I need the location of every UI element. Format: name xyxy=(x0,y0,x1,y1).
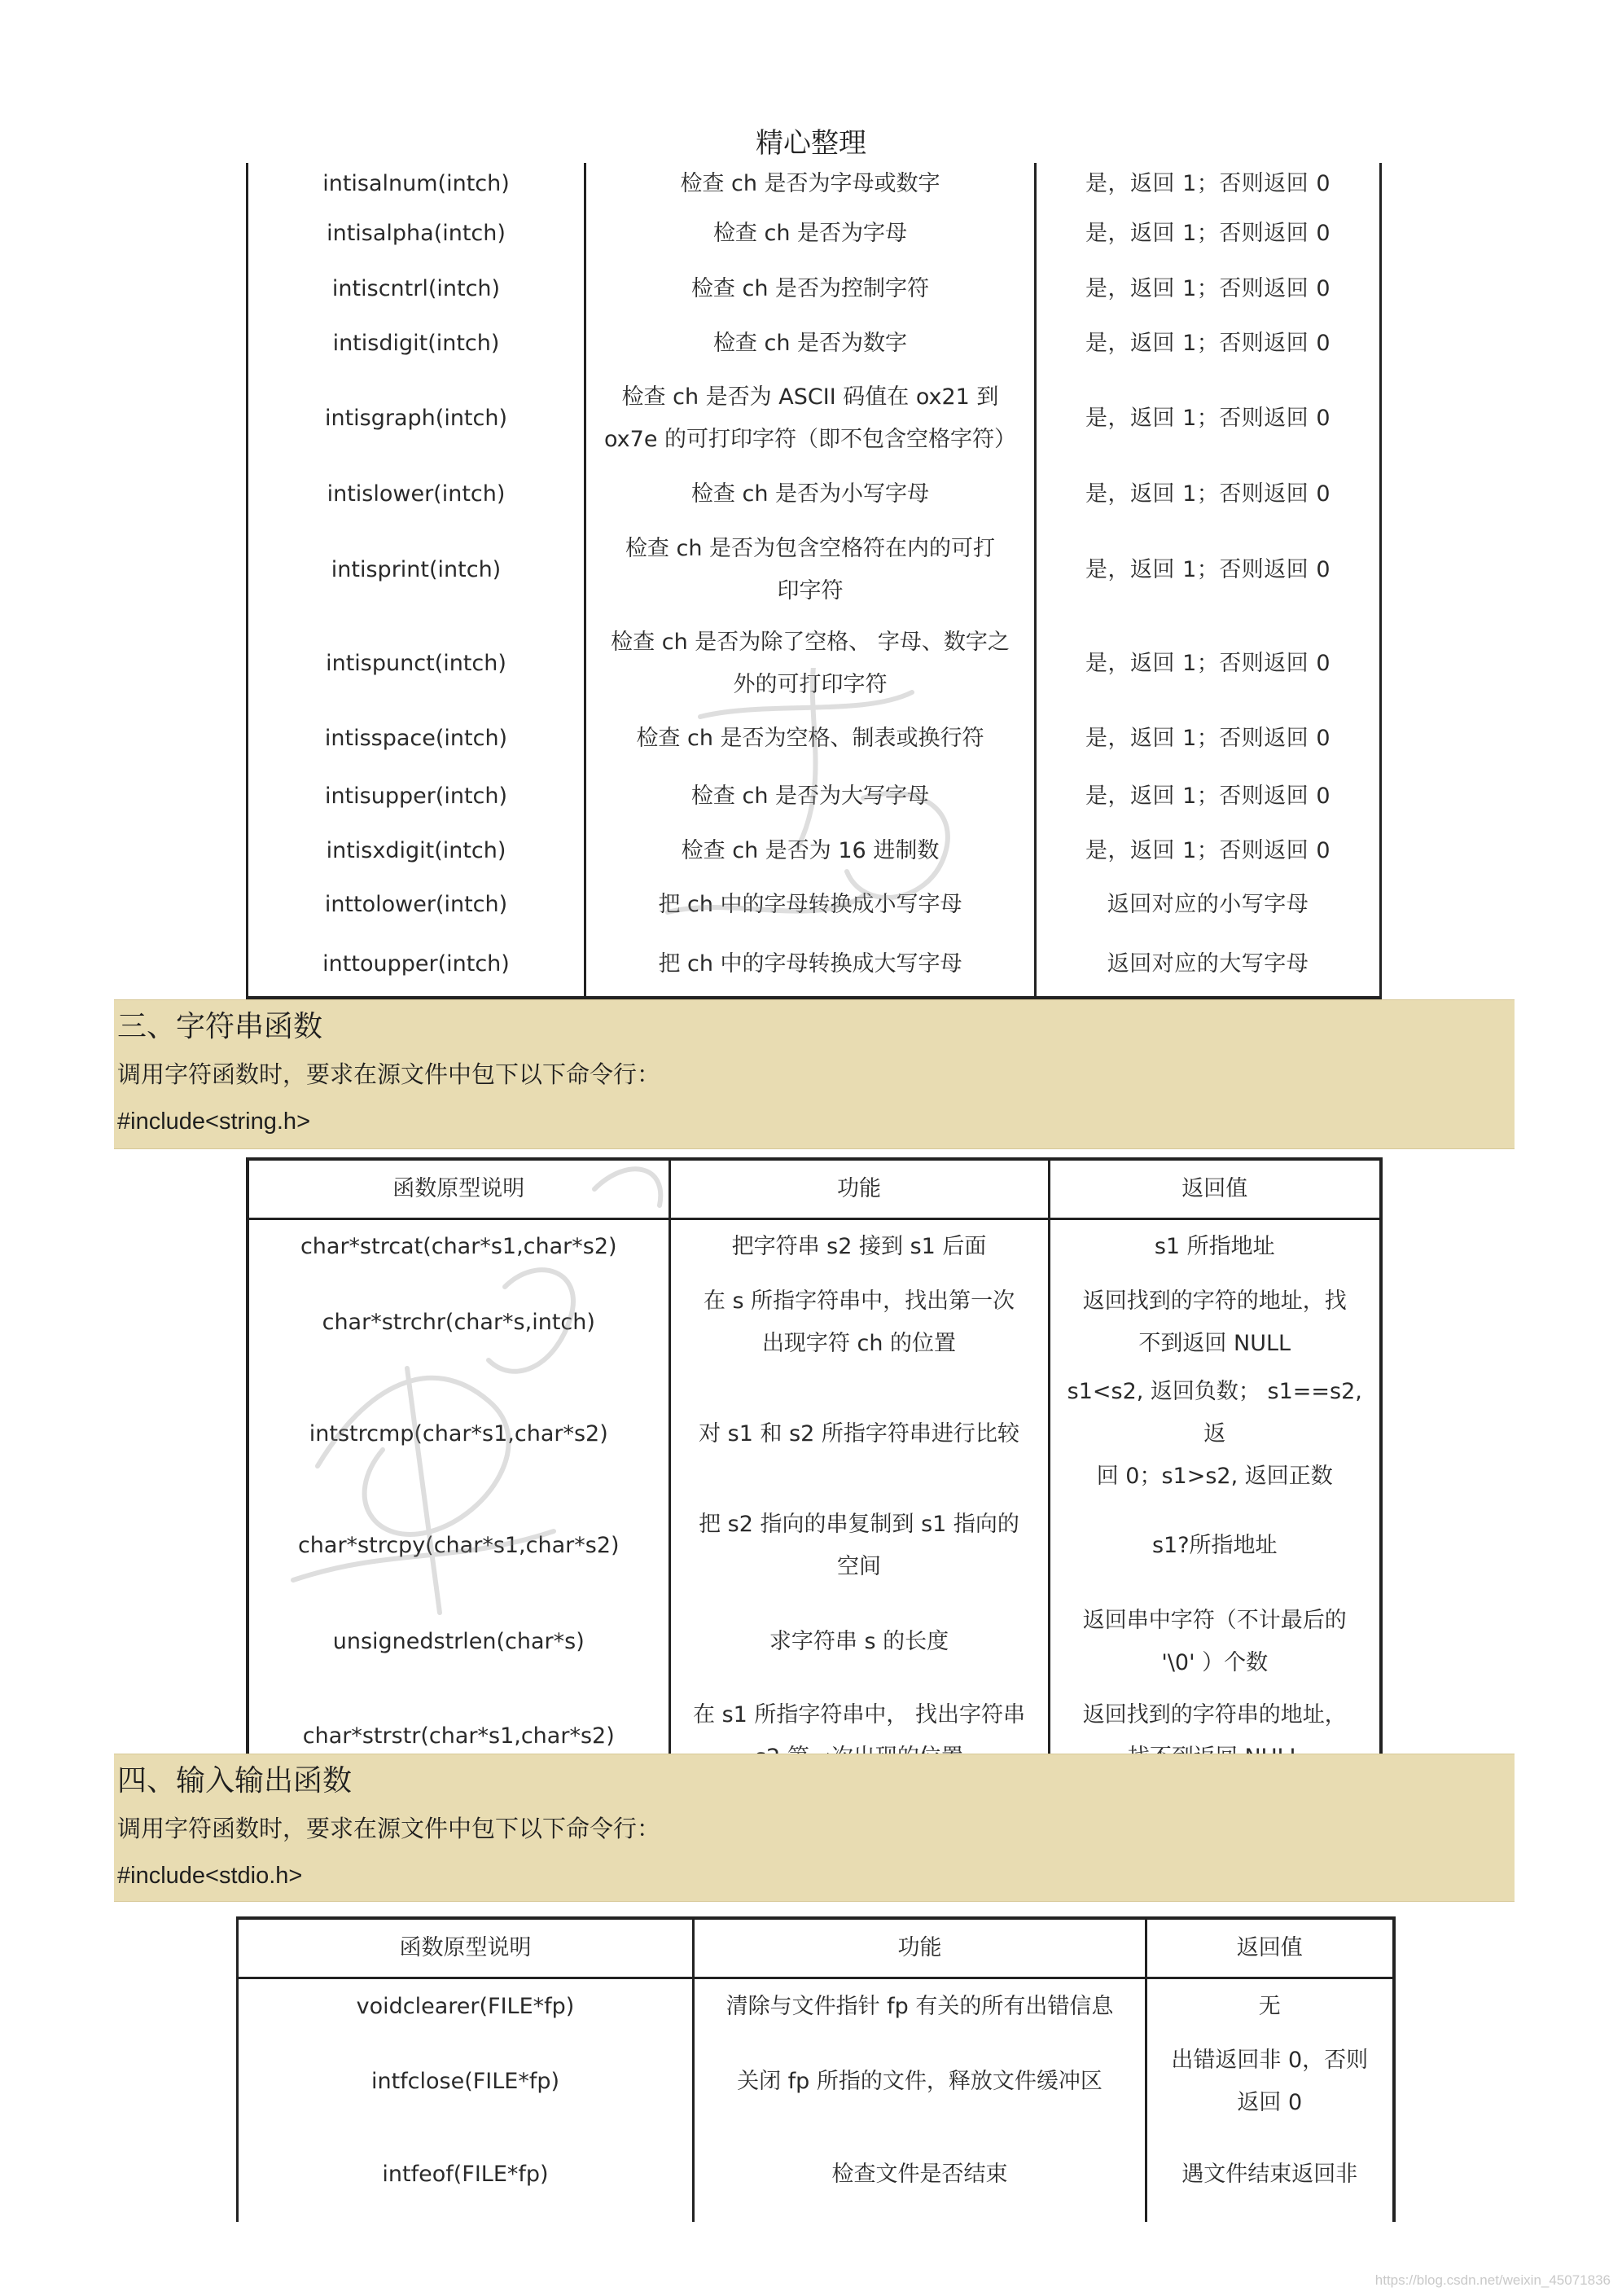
return-value xyxy=(1049,1498,1381,1594)
return-value: 是，返回 1；否则返回 0 xyxy=(1036,316,1381,371)
column-header: 函数原型说明 xyxy=(248,1159,669,1219)
function-description-line: 关闭 fp 所指的文件，释放文件缓冲区 xyxy=(737,2068,1103,2094)
section-description: 调用字符函数时，要求在源文件中包下以下命令行： xyxy=(117,1060,661,1088)
function-description-line: 对 s1 和 s2 所指字符串进行比较 xyxy=(699,1420,1019,1447)
function-description-line: 把字符串 s2 接到 s1 后面 xyxy=(731,1234,987,1260)
function-description-line: 把 ch 中的字母转换成大写字母 xyxy=(658,950,962,977)
function-description-line: 空间 xyxy=(837,1553,881,1579)
function-description-line: 检查 ch 是否为 16 进制数 xyxy=(681,838,940,863)
return-value xyxy=(1049,1371,1381,1498)
return-value: 是，返回 1；否则返回 0 xyxy=(1036,261,1381,316)
column-header: 功能 xyxy=(669,1159,1049,1219)
function-description xyxy=(669,1594,1049,1690)
column-header: 功能 xyxy=(694,1918,1146,1978)
source-url: https://blog.csdn.net/weixin_45071836 xyxy=(1374,2272,1611,2288)
return-value: 是，返回 1；否则返回 0 xyxy=(1036,709,1381,768)
function-description xyxy=(694,2035,1146,2128)
function-description xyxy=(585,163,1036,205)
function-description-line: 检查 ch 是否为控制字符 xyxy=(690,275,930,301)
column-header: 返回值 xyxy=(1146,1918,1394,1978)
function-description xyxy=(585,261,1036,316)
return-value-line: 返回找到的字符的地址，找 xyxy=(1082,1288,1347,1314)
return-value: 是，返回 1；否则返回 0 xyxy=(1036,163,1381,205)
function-description-line: 出现字符 ch 的位置 xyxy=(761,1330,957,1356)
function-prototype: intisdigit(intch) xyxy=(248,316,585,371)
function-prototype: intislower(intch) xyxy=(248,466,585,522)
return-value xyxy=(1146,2128,1394,2222)
return-value-line: s1 所指地址 xyxy=(1154,1234,1275,1260)
function-prototype: char*strcpy(char*s1,char*s2) xyxy=(248,1498,669,1594)
return-value-line: 出错返回非 0，否则 xyxy=(1171,2047,1369,2073)
function-description-line: 检查文件是否结束 xyxy=(831,2162,1008,2187)
function-prototype: intisalnum(intch) xyxy=(248,163,585,205)
return-value: 返回对应的小写字母 xyxy=(1036,878,1381,932)
function-prototype: intiscntrl(intch) xyxy=(248,261,585,316)
function-prototype: intisupper(intch) xyxy=(248,768,585,824)
function-description xyxy=(669,1371,1049,1498)
function-description-line: 检查 ch 是否为 ASCII 码值在 ox21 到 xyxy=(621,384,999,410)
function-description-line: 检查 ch 是否为字母或数字 xyxy=(680,171,940,196)
table-row xyxy=(248,878,1381,932)
section-description: 调用字符函数时，要求在源文件中包下以下命令行： xyxy=(117,1815,661,1842)
column-header: 函数原型说明 xyxy=(238,1918,694,1978)
function-description-line: 清除与文件指针 fp 有关的所有出错信息 xyxy=(726,1994,1114,2020)
table-row xyxy=(238,2128,1394,2222)
function-prototype: intisprint(intch) xyxy=(248,522,585,617)
function-prototype: intfeof(FILE*fp) xyxy=(238,2128,694,2222)
table-row xyxy=(248,466,1381,522)
function-description xyxy=(694,2128,1146,2222)
function-description-line: 检查 ch 是否为除了空格、 字母、数字之 xyxy=(611,629,1010,655)
function-description-line: 检查 ch 是否为数字 xyxy=(712,330,908,356)
function-prototype: char*strcat(char*s1,char*s2) xyxy=(248,1219,669,1275)
column-header: 返回值 xyxy=(1049,1159,1381,1219)
table-row xyxy=(248,617,1381,709)
return-value: 是，返回 1；否则返回 0 xyxy=(1036,522,1381,617)
function-description xyxy=(585,617,1036,709)
include-directive: #include<stdio.h> xyxy=(117,1863,303,1889)
function-description-line: 检查 ch 是否为字母 xyxy=(712,220,908,246)
return-value: 是，返回 1；否则返回 0 xyxy=(1036,617,1381,709)
table-row xyxy=(248,261,1381,316)
table-row xyxy=(248,824,1381,878)
function-description xyxy=(585,316,1036,371)
function-description-line: ox7e 的可打印字符（即不包含空格字符） xyxy=(603,426,1017,452)
table-row xyxy=(248,316,1381,371)
function-prototype: unsignedstrlen(char*s) xyxy=(248,1594,669,1690)
return-value: 是，返回 1；否则返回 0 xyxy=(1036,466,1381,522)
function-prototype: intispunct(intch) xyxy=(248,617,585,709)
function-description-line: 检查 ch 是否为小写字母 xyxy=(690,481,930,507)
function-description xyxy=(585,768,1036,824)
function-prototype: intstrcmp(char*s1,char*s2) xyxy=(248,1371,669,1498)
function-description xyxy=(585,371,1036,466)
function-prototype: inttoupper(intch) xyxy=(248,932,585,998)
section-string-functions xyxy=(114,999,1515,1149)
function-description xyxy=(585,878,1036,932)
return-value xyxy=(1049,1219,1381,1275)
function-description-line: 检查 ch 是否为空格、制表或换行符 xyxy=(636,726,984,751)
function-description xyxy=(669,1498,1049,1594)
function-prototype: intisxdigit(intch) xyxy=(248,824,585,878)
table-row xyxy=(248,1275,1381,1371)
io-function-table xyxy=(236,1916,1396,2222)
page-header: 精心整理 xyxy=(756,127,866,160)
table-row xyxy=(248,1219,1381,1275)
table-row xyxy=(248,163,1381,205)
function-description-line: 印字符 xyxy=(777,577,844,604)
table-row xyxy=(248,1594,1381,1690)
function-description-line: 把 ch 中的字母转换成小写字母 xyxy=(658,892,962,917)
function-description-line: 在 s 所指字符串中，找出第一次 xyxy=(703,1288,1015,1314)
function-description-line: 检查 ch 是否为包含空格符在内的可打 xyxy=(625,535,996,561)
section-io-functions xyxy=(114,1754,1515,1902)
return-value xyxy=(1049,1594,1381,1690)
function-prototype: inttolower(intch) xyxy=(248,878,585,932)
include-directive: #include<string.h> xyxy=(117,1108,310,1135)
return-value: 返回对应的大写字母 xyxy=(1036,932,1381,998)
function-description xyxy=(585,824,1036,878)
return-value-line: 遇文件结束返回非 xyxy=(1181,2162,1358,2187)
table-row xyxy=(248,522,1381,617)
function-description xyxy=(585,522,1036,617)
function-prototype: char*strchr(char*s,intch) xyxy=(248,1275,669,1371)
table-row xyxy=(248,768,1381,824)
return-value-line: '\0' ）个数 xyxy=(1161,1649,1269,1675)
function-prototype: voidclearer(FILE*fp) xyxy=(238,1978,694,2035)
ctype-function-table xyxy=(246,163,1382,999)
table-row xyxy=(248,932,1381,998)
table-row xyxy=(248,1498,1381,1594)
table-row xyxy=(238,1978,1394,2035)
function-description xyxy=(669,1219,1049,1275)
return-value: 是，返回 1；否则返回 0 xyxy=(1036,205,1381,261)
function-prototype: intisspace(intch) xyxy=(248,709,585,768)
function-description-line: 在 s1 所指字符串中， 找出字符串 xyxy=(693,1701,1025,1727)
return-value-line: 返回找到的字符串的地址， xyxy=(1082,1701,1347,1727)
function-description-line: 外的可打印字符 xyxy=(733,671,888,697)
return-value: 是，返回 1；否则返回 0 xyxy=(1036,824,1381,878)
string-function-table xyxy=(246,1157,1383,1786)
function-description xyxy=(585,205,1036,261)
return-value-line: 不到返回 NULL xyxy=(1138,1330,1291,1356)
table-row xyxy=(248,205,1381,261)
function-prototype: intfclose(FILE*fp) xyxy=(238,2035,694,2128)
function-prototype: char*strstr(char*s1,char*s2) xyxy=(248,1690,669,1785)
function-description-line: 把 s2 指向的串复制到 s1 指向的 xyxy=(699,1511,1019,1537)
return-value-line: 返回串中字符（不计最后的 xyxy=(1082,1607,1347,1633)
return-value-line: s1?所指地址 xyxy=(1151,1532,1278,1558)
return-value xyxy=(1146,2035,1394,2128)
function-description xyxy=(585,709,1036,768)
table-row xyxy=(248,371,1381,466)
table-row xyxy=(248,709,1381,768)
return-value xyxy=(1049,1275,1381,1371)
function-description xyxy=(694,1978,1146,2035)
function-description-line: 求字符串 s 的长度 xyxy=(769,1628,949,1654)
return-value-line: 回 0；s1>s2, 返回正数 xyxy=(1096,1463,1333,1489)
return-value: 是，返回 1；否则返回 0 xyxy=(1036,768,1381,824)
function-description-line: 检查 ch 是否为大写字母 xyxy=(690,783,930,809)
function-prototype: intisalpha(intch) xyxy=(248,205,585,261)
function-prototype: intisgraph(intch) xyxy=(248,371,585,466)
return-value-line: 返回 0 xyxy=(1237,2089,1303,2115)
return-value: 是，返回 1；否则返回 0 xyxy=(1036,371,1381,466)
return-value-line: 无 xyxy=(1258,1994,1281,2020)
table-row xyxy=(248,1371,1381,1498)
return-value-line: s1<s2, 返回负数； s1==s2, 返 xyxy=(1067,1378,1362,1447)
function-description xyxy=(585,932,1036,998)
return-value xyxy=(1146,1978,1394,2035)
function-description xyxy=(585,466,1036,522)
section-title: 三、字符串函数 xyxy=(117,1010,323,1043)
section-title: 四、输入输出函数 xyxy=(117,1764,353,1798)
table-row xyxy=(238,2035,1394,2128)
function-description xyxy=(669,1275,1049,1371)
